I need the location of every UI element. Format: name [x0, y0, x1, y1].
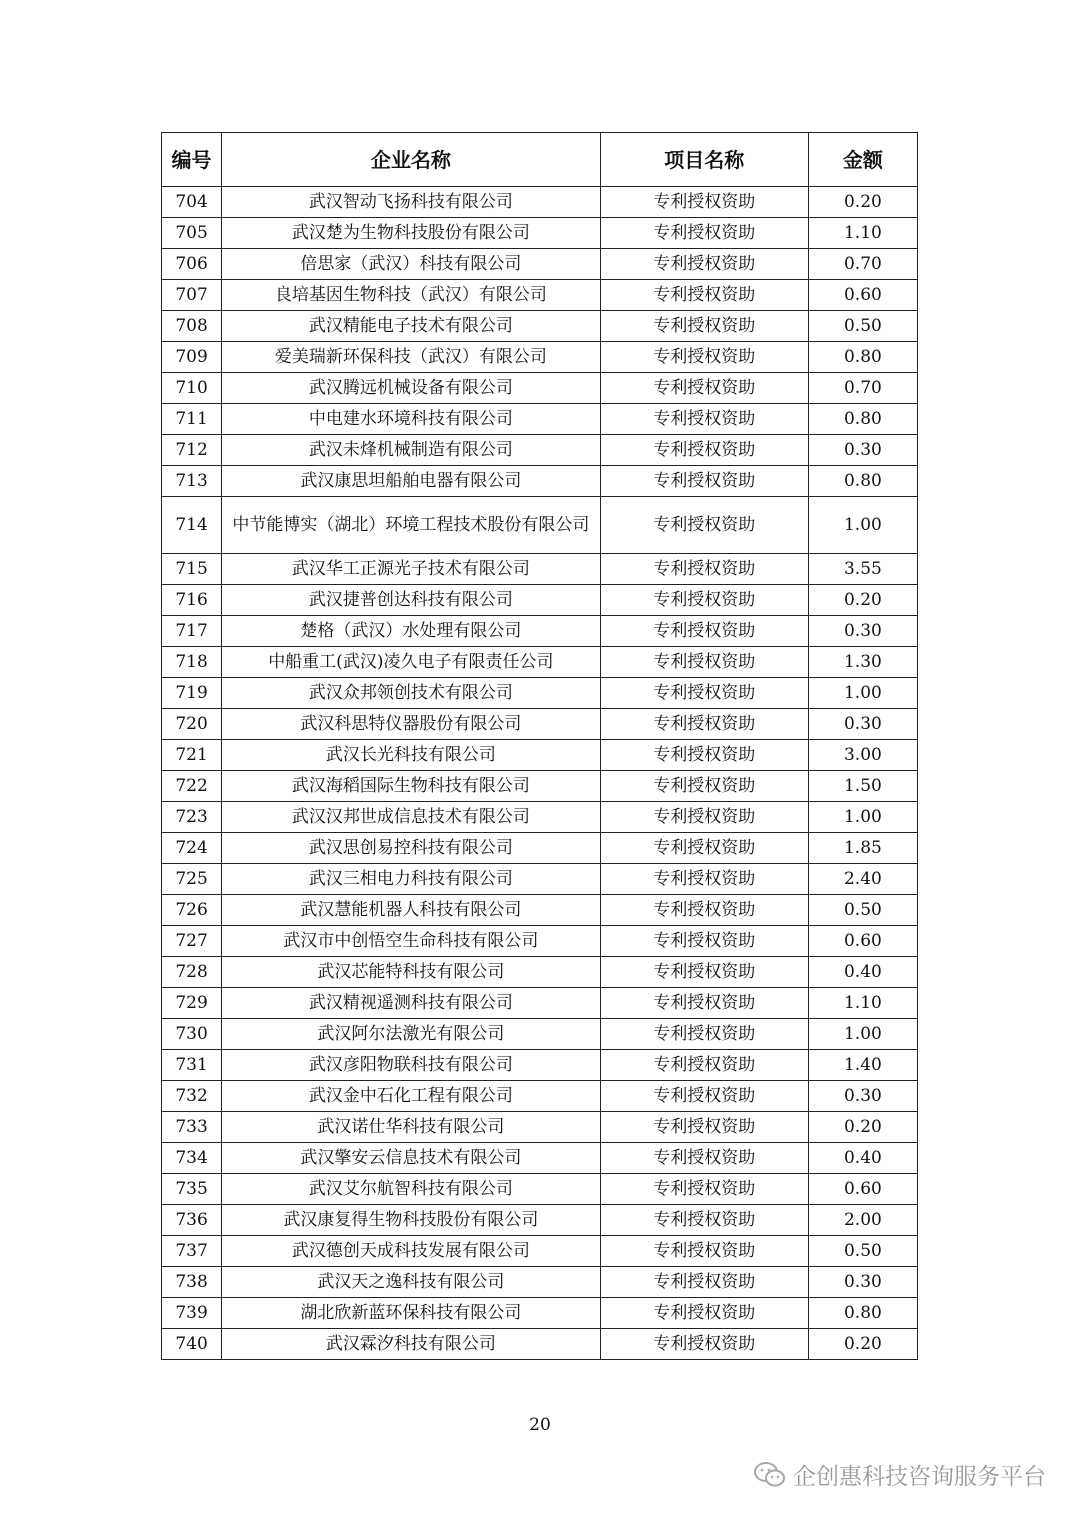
- cell-number: 728: [162, 957, 222, 988]
- cell-project: 专利授权资助: [600, 1267, 808, 1298]
- header-company-name: 企业名称: [222, 133, 601, 187]
- cell-project: 专利授权资助: [600, 647, 808, 678]
- cell-amount: 1.30: [808, 647, 917, 678]
- cell-amount: 0.50: [808, 895, 917, 926]
- cell-amount: 0.60: [808, 280, 917, 311]
- table-row: [162, 833, 918, 864]
- cell-amount: 0.40: [808, 957, 917, 988]
- table-row: [162, 709, 918, 740]
- cell-company: 武汉腾远机械设备有限公司: [222, 373, 601, 404]
- cell-project: 专利授权资助: [600, 187, 808, 218]
- table-row: [162, 802, 918, 833]
- cell-amount: 3.55: [808, 554, 917, 585]
- table-row: [162, 988, 918, 1019]
- cell-amount: 0.80: [808, 466, 917, 497]
- cell-number: 732: [162, 1081, 222, 1112]
- cell-amount: 1.00: [808, 802, 917, 833]
- cell-company: 武汉精视遥测科技有限公司: [222, 988, 601, 1019]
- cell-company: 武汉康复得生物科技股份有限公司: [222, 1205, 601, 1236]
- cell-number: 720: [162, 709, 222, 740]
- cell-company: 武汉华工正源光子技术有限公司: [222, 554, 601, 585]
- cell-company: 武汉金中石化工程有限公司: [222, 1081, 601, 1112]
- cell-company: 武汉智动飞扬科技有限公司: [222, 187, 601, 218]
- cell-number: 704: [162, 187, 222, 218]
- table-row: [162, 187, 918, 218]
- cell-project: 专利授权资助: [600, 678, 808, 709]
- table-row: [162, 249, 918, 280]
- cell-company: 武汉康思坦船舶电器有限公司: [222, 466, 601, 497]
- cell-project: 专利授权资助: [600, 1019, 808, 1050]
- cell-number: 739: [162, 1298, 222, 1329]
- cell-company: 武汉芯能特科技有限公司: [222, 957, 601, 988]
- table-row: [162, 1112, 918, 1143]
- cell-company: 武汉天之逸科技有限公司: [222, 1267, 601, 1298]
- table-header-row: [162, 133, 918, 187]
- table-row: [162, 1236, 918, 1267]
- cell-project: 专利授权资助: [600, 1081, 808, 1112]
- cell-number: 714: [162, 497, 222, 554]
- cell-company: 武汉三相电力科技有限公司: [222, 864, 601, 895]
- table-row: [162, 1050, 918, 1081]
- table-row: [162, 404, 918, 435]
- cell-company: 湖北欣新蓝环保科技有限公司: [222, 1298, 601, 1329]
- cell-number: 719: [162, 678, 222, 709]
- table-row: [162, 895, 918, 926]
- cell-company: 武汉市中创悟空生命科技有限公司: [222, 926, 601, 957]
- cell-project: 专利授权资助: [600, 895, 808, 926]
- table-row: [162, 466, 918, 497]
- cell-number: 725: [162, 864, 222, 895]
- cell-company: 武汉彦阳物联科技有限公司: [222, 1050, 601, 1081]
- cell-amount: 0.20: [808, 1329, 917, 1360]
- cell-amount: 0.20: [808, 187, 917, 218]
- cell-amount: 0.20: [808, 1112, 917, 1143]
- cell-company: 武汉未烽机械制造有限公司: [222, 435, 601, 466]
- cell-company: 武汉捷普创达科技有限公司: [222, 585, 601, 616]
- cell-project: 专利授权资助: [600, 864, 808, 895]
- cell-amount: 0.60: [808, 1174, 917, 1205]
- cell-project: 专利授权资助: [600, 771, 808, 802]
- cell-amount: 3.00: [808, 740, 917, 771]
- cell-project: 专利授权资助: [600, 1298, 808, 1329]
- cell-number: 729: [162, 988, 222, 1019]
- cell-company: 武汉科思特仪器股份有限公司: [222, 709, 601, 740]
- cell-number: 712: [162, 435, 222, 466]
- table-row: [162, 1019, 918, 1050]
- cell-number: 705: [162, 218, 222, 249]
- cell-amount: 1.10: [808, 988, 917, 1019]
- cell-amount: 1.85: [808, 833, 917, 864]
- table-row: [162, 1081, 918, 1112]
- cell-project: 专利授权资助: [600, 957, 808, 988]
- cell-amount: 0.30: [808, 1267, 917, 1298]
- header-project-name: 项目名称: [600, 133, 808, 187]
- wechat-icon: [753, 1461, 787, 1489]
- cell-amount: 0.50: [808, 1236, 917, 1267]
- table-row: [162, 311, 918, 342]
- cell-amount: 0.80: [808, 342, 917, 373]
- cell-project: 专利授权资助: [600, 802, 808, 833]
- cell-project: 专利授权资助: [600, 1112, 808, 1143]
- cell-number: 707: [162, 280, 222, 311]
- cell-project: 专利授权资助: [600, 497, 808, 554]
- cell-amount: 0.30: [808, 1081, 917, 1112]
- table-row: [162, 647, 918, 678]
- cell-number: 715: [162, 554, 222, 585]
- cell-project: 专利授权资助: [600, 926, 808, 957]
- table-row: [162, 678, 918, 709]
- cell-company: 武汉慧能机器人科技有限公司: [222, 895, 601, 926]
- cell-company: 武汉艾尔航智科技有限公司: [222, 1174, 601, 1205]
- cell-number: 710: [162, 373, 222, 404]
- cell-project: 专利授权资助: [600, 1205, 808, 1236]
- cell-amount: 1.00: [808, 678, 917, 709]
- cell-amount: 0.70: [808, 249, 917, 280]
- cell-amount: 0.20: [808, 585, 917, 616]
- cell-number: 727: [162, 926, 222, 957]
- table-row: [162, 1143, 918, 1174]
- watermark: [753, 1458, 1046, 1491]
- cell-amount: 1.00: [808, 497, 917, 554]
- cell-company: 武汉霖汐科技有限公司: [222, 1329, 601, 1360]
- cell-project: 专利授权资助: [600, 554, 808, 585]
- table-row: [162, 1205, 918, 1236]
- cell-company: 武汉德创天成科技发展有限公司: [222, 1236, 601, 1267]
- table-row: [162, 435, 918, 466]
- cell-number: 736: [162, 1205, 222, 1236]
- cell-number: 721: [162, 740, 222, 771]
- cell-company: 武汉思创易控科技有限公司: [222, 833, 601, 864]
- cell-project: 专利授权资助: [600, 616, 808, 647]
- grant-table: [161, 132, 918, 1360]
- cell-project: 专利授权资助: [600, 373, 808, 404]
- cell-project: 专利授权资助: [600, 709, 808, 740]
- table-row: [162, 218, 918, 249]
- cell-number: 718: [162, 647, 222, 678]
- cell-project: 专利授权资助: [600, 404, 808, 435]
- cell-number: 709: [162, 342, 222, 373]
- header-amount: 金额: [808, 133, 917, 187]
- cell-number: 740: [162, 1329, 222, 1360]
- cell-project: 专利授权资助: [600, 280, 808, 311]
- cell-company: 爱美瑞新环保科技（武汉）有限公司: [222, 342, 601, 373]
- cell-company: 中节能博实（湖北）环境工程技术股份有限公司: [222, 497, 601, 554]
- table-row: [162, 497, 918, 554]
- cell-project: 专利授权资助: [600, 1143, 808, 1174]
- table-row: [162, 1298, 918, 1329]
- cell-amount: 0.30: [808, 709, 917, 740]
- cell-amount: 0.60: [808, 926, 917, 957]
- cell-project: 专利授权资助: [600, 740, 808, 771]
- cell-company: 武汉精能电子技术有限公司: [222, 311, 601, 342]
- cell-project: 专利授权资助: [600, 1174, 808, 1205]
- cell-amount: 2.40: [808, 864, 917, 895]
- table-row: [162, 616, 918, 647]
- cell-company: 武汉阿尔法激光有限公司: [222, 1019, 601, 1050]
- cell-number: 734: [162, 1143, 222, 1174]
- cell-project: 专利授权资助: [600, 342, 808, 373]
- cell-number: 731: [162, 1050, 222, 1081]
- table-body: [162, 187, 918, 1360]
- cell-amount: 1.40: [808, 1050, 917, 1081]
- cell-amount: 0.80: [808, 1298, 917, 1329]
- cell-amount: 0.50: [808, 311, 917, 342]
- cell-project: 专利授权资助: [600, 585, 808, 616]
- table-row: [162, 280, 918, 311]
- cell-number: 724: [162, 833, 222, 864]
- cell-amount: 1.50: [808, 771, 917, 802]
- cell-number: 730: [162, 1019, 222, 1050]
- table-row: [162, 585, 918, 616]
- cell-number: 716: [162, 585, 222, 616]
- cell-number: 711: [162, 404, 222, 435]
- cell-amount: 0.30: [808, 435, 917, 466]
- cell-amount: 1.10: [808, 218, 917, 249]
- table-row: [162, 373, 918, 404]
- cell-number: 713: [162, 466, 222, 497]
- cell-company: 武汉海稻国际生物科技有限公司: [222, 771, 601, 802]
- cell-company: 武汉长光科技有限公司: [222, 740, 601, 771]
- cell-project: 专利授权资助: [600, 833, 808, 864]
- cell-company: 武汉汉邦世成信息技术有限公司: [222, 802, 601, 833]
- cell-amount: 0.30: [808, 616, 917, 647]
- table-row: [162, 1174, 918, 1205]
- table-row: [162, 740, 918, 771]
- cell-number: 733: [162, 1112, 222, 1143]
- table-row: [162, 1267, 918, 1298]
- table-row: [162, 864, 918, 895]
- cell-project: 专利授权资助: [600, 1236, 808, 1267]
- cell-company: 倍思家（武汉）科技有限公司: [222, 249, 601, 280]
- table-row: [162, 926, 918, 957]
- cell-number: 722: [162, 771, 222, 802]
- cell-project: 专利授权资助: [600, 218, 808, 249]
- cell-number: 717: [162, 616, 222, 647]
- cell-project: 专利授权资助: [600, 1329, 808, 1360]
- cell-amount: 0.80: [808, 404, 917, 435]
- page-number: 20: [529, 1415, 551, 1435]
- watermark-text: 企创惠科技咨询服务平台: [793, 1464, 1046, 1490]
- cell-company: 中电建水环境科技有限公司: [222, 404, 601, 435]
- cell-project: 专利授权资助: [600, 1050, 808, 1081]
- cell-amount: 0.40: [808, 1143, 917, 1174]
- cell-number: 735: [162, 1174, 222, 1205]
- cell-project: 专利授权资助: [600, 466, 808, 497]
- cell-number: 738: [162, 1267, 222, 1298]
- cell-company: 楚格（武汉）水处理有限公司: [222, 616, 601, 647]
- table-row: [162, 554, 918, 585]
- cell-amount: 2.00: [808, 1205, 917, 1236]
- table-row: [162, 771, 918, 802]
- table-row: [162, 342, 918, 373]
- cell-amount: 1.00: [808, 1019, 917, 1050]
- table-row: [162, 957, 918, 988]
- cell-number: 737: [162, 1236, 222, 1267]
- cell-number: 726: [162, 895, 222, 926]
- header-number: 编号: [162, 133, 222, 187]
- cell-number: 723: [162, 802, 222, 833]
- cell-company: 中船重工(武汉)凌久电子有限责任公司: [222, 647, 601, 678]
- cell-project: 专利授权资助: [600, 435, 808, 466]
- cell-company: 武汉楚为生物科技股份有限公司: [222, 218, 601, 249]
- cell-amount: 0.70: [808, 373, 917, 404]
- cell-number: 706: [162, 249, 222, 280]
- cell-number: 708: [162, 311, 222, 342]
- cell-company: 良培基因生物科技（武汉）有限公司: [222, 280, 601, 311]
- cell-company: 武汉众邦领创技术有限公司: [222, 678, 601, 709]
- cell-company: 武汉诺仕华科技有限公司: [222, 1112, 601, 1143]
- cell-project: 专利授权资助: [600, 311, 808, 342]
- cell-project: 专利授权资助: [600, 249, 808, 280]
- table-row: [162, 1329, 918, 1360]
- cell-company: 武汉擎安云信息技术有限公司: [222, 1143, 601, 1174]
- cell-project: 专利授权资助: [600, 988, 808, 1019]
